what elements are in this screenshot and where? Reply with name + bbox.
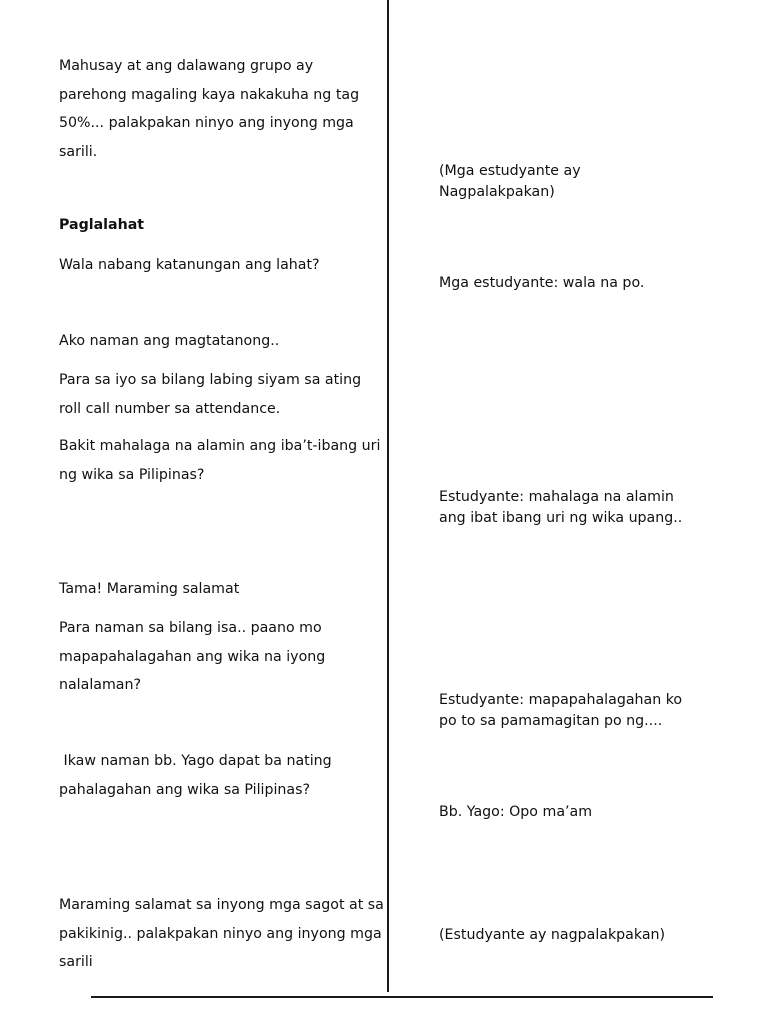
student-response-answer-1: Estudyante: mahalaga na alamin ang ibat ibang uri ng wika upang..: [439, 489, 683, 526]
section-heading: Paglalahat: [59, 217, 145, 233]
student-response-clapping: (Mga estudyante ay Nagpalakpakan): [439, 163, 581, 200]
teacher-thanks-paragraph: Tama! Maraming salamat: [59, 581, 240, 597]
column-divider: [387, 0, 389, 992]
student-response-clapping-2: (Estudyante ay nagpalakpakan): [439, 927, 666, 943]
teacher-callout-paragraph: Para sa iyo sa bilang labing siyam sa ating roll call number sa attendance.: [59, 372, 362, 417]
teacher-question-paragraph: Wala nabang katanungan ang lahat?: [59, 257, 320, 273]
student-response-answer-3: Bb. Yago: Opo ma’am: [439, 804, 593, 820]
teacher-question-paragraph-4: Ikaw naman bb. Yago dapat ba nating pahalagahan ang wika sa Pilipinas?: [59, 753, 332, 798]
teacher-closing-paragraph: Maraming salamat sa inyong mga sagot at sa pakikinig.. palakpakan ninyo ang inyong mga sarili: [59, 897, 384, 970]
student-response-answer-2: Estudyante: mapapahalagahan ko po to sa pamamagitan po ng....: [439, 692, 683, 729]
teacher-statement-paragraph: Ako naman ang magtatanong..: [59, 333, 280, 349]
bottom-rule: [91, 996, 713, 998]
teacher-praise-paragraph: Mahusay at ang dalawang grupo ay parehong magaling kaya nakakuha ng tag 50%... palakpakan ninyo ang inyong mga sarili.: [59, 58, 360, 160]
teacher-question-paragraph-2: Bakit mahalaga na alamin ang iba’t-ibang uri ng wika sa Pilipinas?: [59, 438, 381, 483]
student-response-no-questions: Mga estudyante: wala na po.: [439, 275, 645, 291]
teacher-question-paragraph-3: Para naman sa bilang isa.. paano mo mapapahalagahan ang wika na iyong nalalaman?: [59, 620, 326, 693]
